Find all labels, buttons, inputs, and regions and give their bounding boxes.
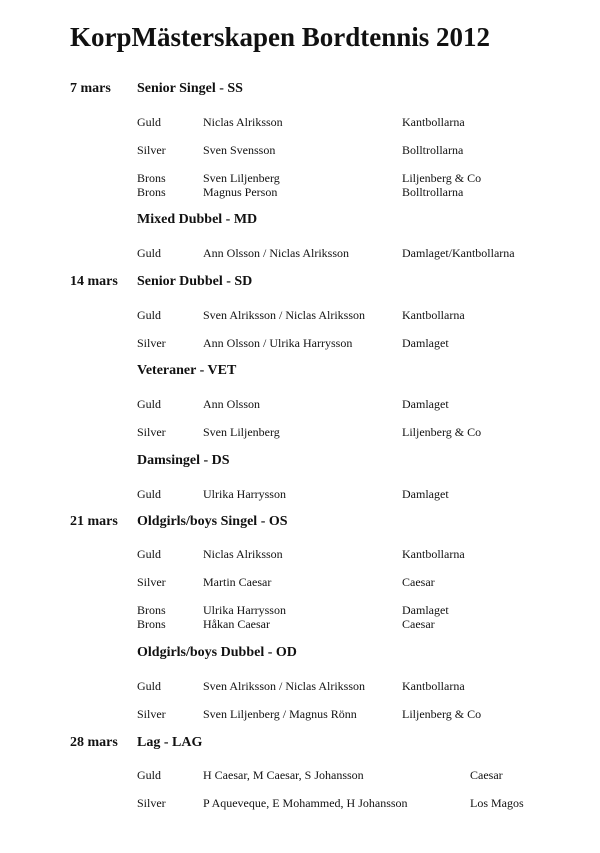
medal-label: Silver [137,143,166,157]
medal-label: Silver [137,575,166,589]
event-title: Veteraner - VET [137,363,237,378]
player-name: Håkan Caesar [203,617,270,631]
player-name: Ann Olsson / Ulrika Harrysson [203,336,353,350]
player-name: Sven Liljenberg [203,171,280,185]
club-name: Caesar [470,768,503,782]
event-title: Senior Singel - SS [137,81,243,96]
club-name: Kantbollarna [402,547,465,561]
medal-label: Guld [137,487,161,501]
medal-label: Guld [137,768,161,782]
event-title: Mixed Dubbel - MD [137,212,258,227]
event-title: Damsingel - DS [137,453,230,468]
medal-label: Silver [137,425,166,439]
club-name: Damlaget [402,603,449,617]
club-name: Liljenberg & Co [402,425,482,439]
player-name: Sven Alriksson / Niclas Alriksson [203,308,366,322]
player-name: P Aqueveque, E Mohammed, H Johansson [203,796,408,810]
date-label: 7 mars [70,81,111,96]
event-title: Oldgirls/boys Dubbel - OD [137,645,297,660]
player-name: Sven Alriksson / Niclas Alriksson [203,679,366,693]
player-name: Sven Liljenberg [203,425,280,439]
medal-label: Guld [137,397,161,411]
player-name: Niclas Alriksson [203,547,283,561]
medal-label: Guld [137,547,161,561]
club-name: Kantbollarna [402,308,465,322]
page-title: KorpMästerskapen Bordtennis 2012 [70,22,491,52]
player-name: Sven Svensson [203,143,276,157]
player-name: Niclas Alriksson [203,115,283,129]
date-label: 21 mars [70,514,118,529]
event-title: Oldgirls/boys Singel - OS [137,514,288,529]
club-name: Bolltrollarna [402,143,464,157]
medal-label: Brons [137,617,166,631]
club-name: Caesar [402,617,435,631]
medal-label: Silver [137,707,166,721]
date-label: 14 mars [70,274,118,289]
club-name: Los Magos [470,796,524,810]
medal-label: Brons [137,603,166,617]
club-name: Liljenberg & Co [402,707,482,721]
player-name: Sven Liljenberg / Magnus Rönn [203,707,357,721]
medal-label: Brons [137,185,166,199]
club-name: Bolltrollarna [402,185,464,199]
club-name: Damlaget [402,336,449,350]
player-name: Ann Olsson [203,397,261,411]
medal-label: Silver [137,336,166,350]
club-name: Liljenberg & Co [402,171,482,185]
club-name: Damlaget/Kantbollarna [402,246,515,260]
club-name: Damlaget [402,397,449,411]
medal-label: Guld [137,246,161,260]
player-name: Ulrika Harrysson [203,603,286,617]
club-name: Kantbollarna [402,679,465,693]
player-name: Ulrika Harrysson [203,487,286,501]
club-name: Damlaget [402,487,449,501]
medal-label: Guld [137,679,161,693]
player-name: Martin Caesar [203,575,272,589]
club-name: Caesar [402,575,435,589]
medal-label: Brons [137,171,166,185]
player-name: H Caesar, M Caesar, S Johansson [203,768,364,782]
medal-label: Silver [137,796,166,810]
event-title: Lag - LAG [137,735,203,750]
player-name: Ann Olsson / Niclas Alriksson [203,246,350,260]
medal-label: Guld [137,115,161,129]
event-title: Senior Dubbel - SD [137,274,253,289]
medal-label: Guld [137,308,161,322]
club-name: Kantbollarna [402,115,465,129]
date-label: 28 mars [70,735,118,750]
player-name: Magnus Person [203,185,278,199]
